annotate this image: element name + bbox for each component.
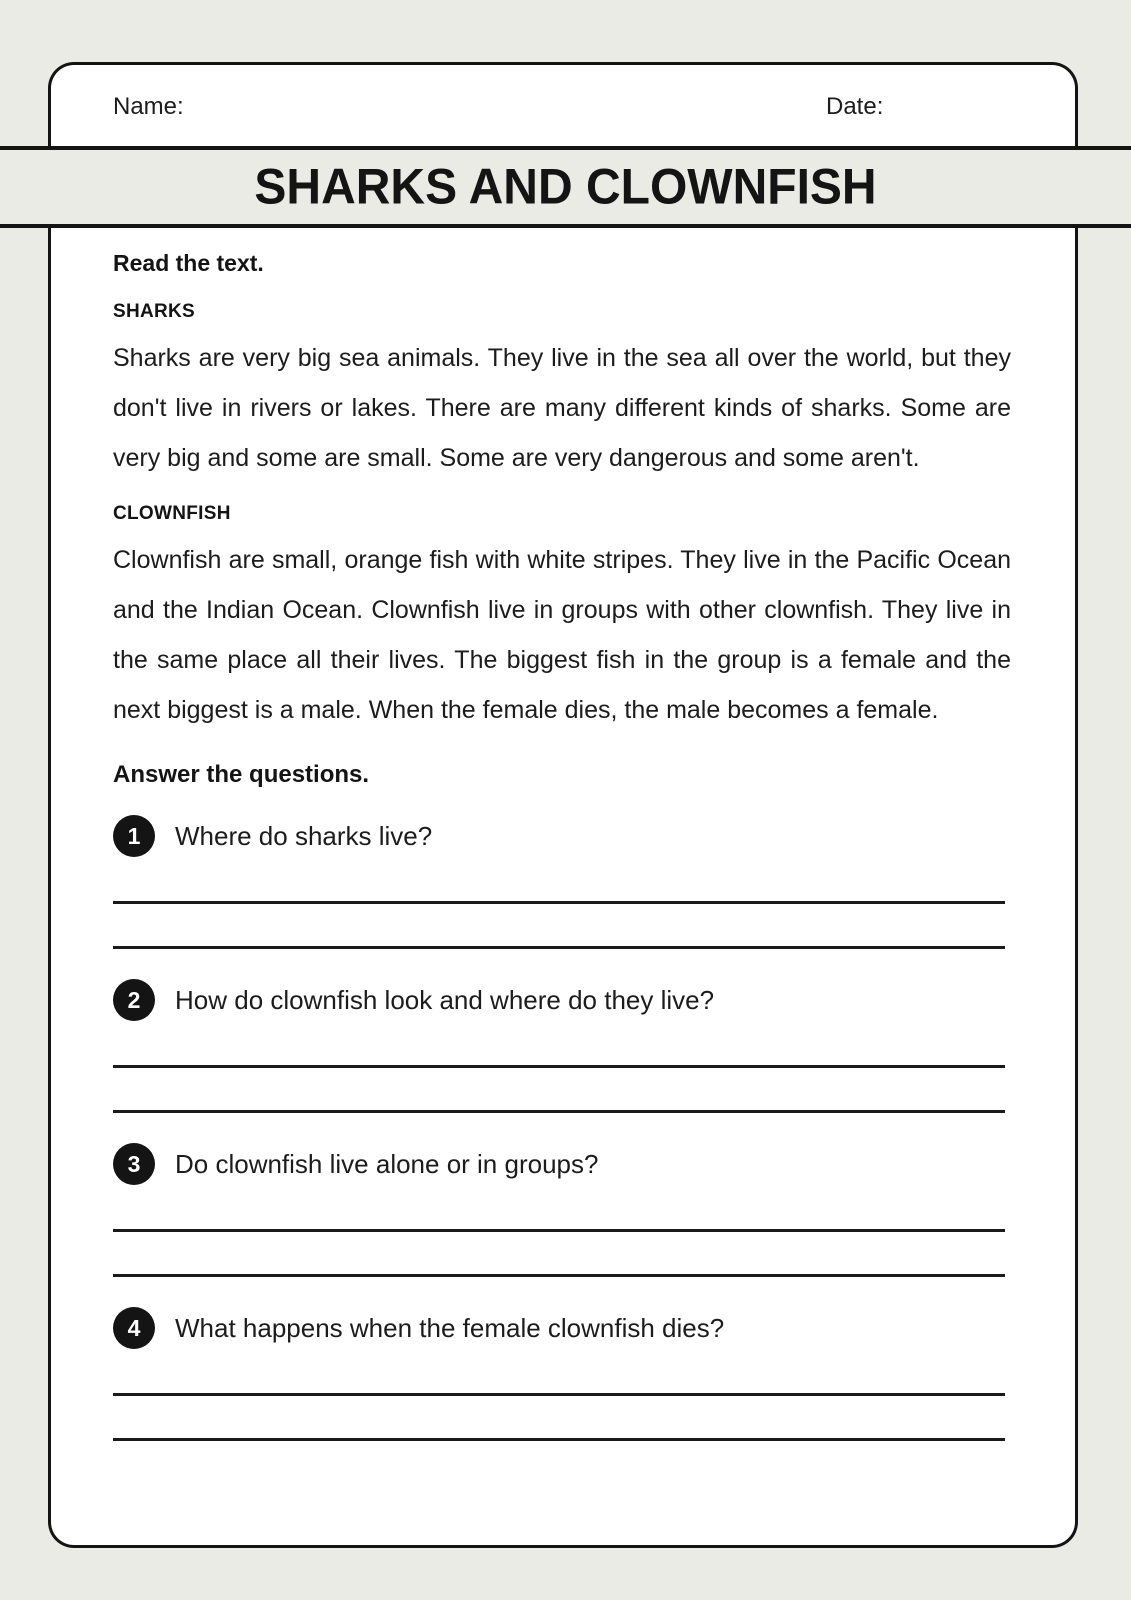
question-4-number-badge: 4 xyxy=(113,1307,155,1349)
title-band xyxy=(0,146,1131,228)
question-1 xyxy=(113,815,1011,857)
question-1-answer-line-2[interactable] xyxy=(113,946,1005,949)
date-label: Date: xyxy=(826,93,884,120)
name-input-area[interactable] xyxy=(191,65,751,149)
question-2-number-badge: 2 xyxy=(113,979,155,1021)
section-heading-sharks: SHARKS xyxy=(113,301,196,322)
answer-instruction: Answer the questions. xyxy=(113,761,370,788)
worksheet-title: SHARKS AND CLOWNFISH xyxy=(254,159,877,215)
question-2-answer-line-1[interactable] xyxy=(113,1065,1005,1068)
date-input-area[interactable] xyxy=(896,65,1076,149)
question-3-answer-line-1[interactable] xyxy=(113,1229,1005,1232)
question-4 xyxy=(113,1307,1011,1349)
name-date-box xyxy=(48,62,1078,146)
question-3-answer-line-2[interactable] xyxy=(113,1274,1005,1277)
content-box xyxy=(48,228,1078,1548)
question-1-answer-line-1[interactable] xyxy=(113,901,1005,904)
question-1-text: Where do sharks live? xyxy=(175,820,433,851)
question-3-text: Do clownfish live alone or in groups? xyxy=(175,1148,599,1179)
question-3-number-badge: 3 xyxy=(113,1143,155,1185)
question-1-number-badge: 1 xyxy=(113,815,155,857)
question-2 xyxy=(113,979,1011,1021)
question-2-text: How do clownfish look and where do they live? xyxy=(175,984,715,1015)
question-4-answer-line-2[interactable] xyxy=(113,1438,1005,1441)
question-3 xyxy=(113,1143,1011,1185)
sharks-paragraph: Sharks are very big sea animals. They live in the sea all over the world, but they don't live in rivers or lakes. There are many different kinds of sharks. Some are very big and some are small. Some are very dangerous and some aren't. xyxy=(113,344,1011,472)
question-2-answer-line-2[interactable] xyxy=(113,1110,1005,1113)
read-instruction: Read the text. xyxy=(113,250,264,276)
name-label: Name: xyxy=(113,93,184,120)
question-4-answer-line-1[interactable] xyxy=(113,1393,1005,1396)
section-heading-clownfish: CLOWNFISH xyxy=(113,503,231,524)
question-4-text: What happens when the female clownfish dies? xyxy=(175,1312,725,1343)
clownfish-paragraph: Clownfish are small, orange fish with white stripes. They live in the Pacific Ocean and the Indian Ocean. Clownfish live in groups with other clownfish. They live in the same place all their lives. The biggest fish in the group is a female and the next biggest is a male. When the female dies, the male becomes a female. xyxy=(113,546,1011,724)
